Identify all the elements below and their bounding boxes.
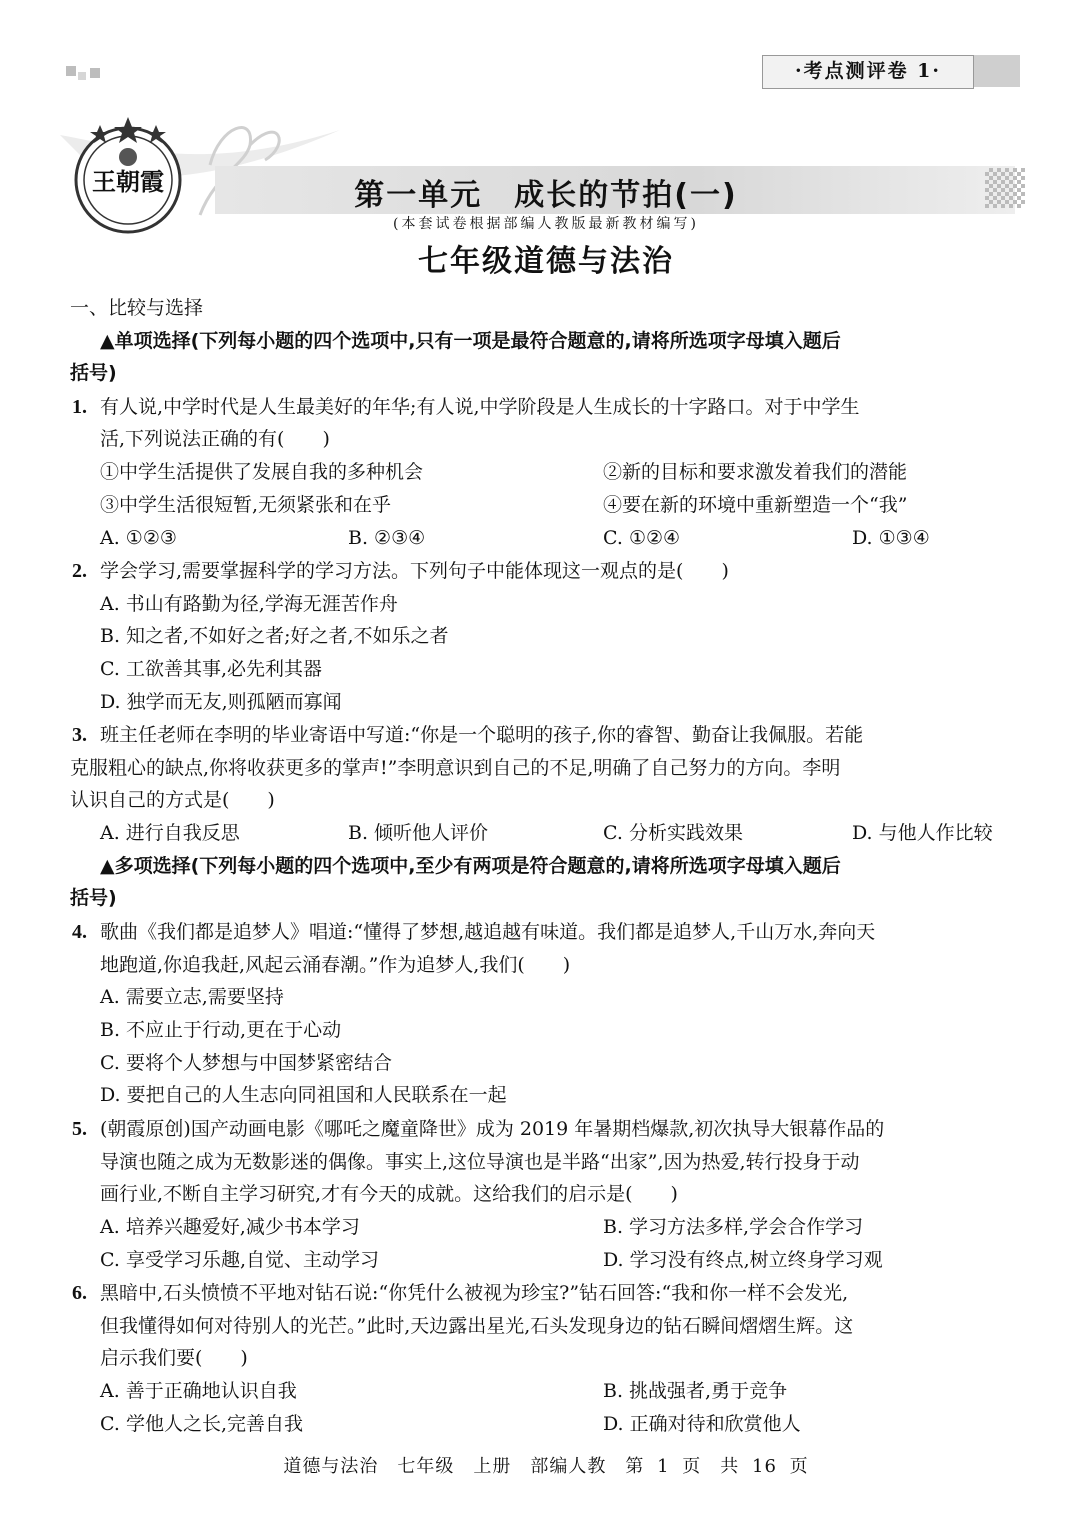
subject-title: 七年级道德与法治 (418, 244, 674, 279)
option-b: B. 倾听他人评价 (348, 822, 489, 844)
statement-4: ④要在新的环境中重新塑造一个“我” (603, 494, 908, 516)
question-stem: 班主任老师在李明的毕业寄语中写道:“你是一个聪明的孩子,你的睿智、勤奋让我佩服。若能 (100, 724, 864, 746)
single-choice-intro: ▲单项选择(下列每小题的四个选项中,只有一项是最符合题意的,请将所选项字母填入题后 (100, 330, 841, 352)
question-stem: 启示我们要( ) (100, 1347, 248, 1369)
option-d: D. ①③④ (852, 527, 930, 549)
multiple-choice-intro: ▲多项选择(下列每小题的四个选项中,至少有两项是符合题意的,请将所选项字母填入题后 (100, 855, 841, 877)
corner-decoration (66, 66, 76, 76)
option-d: D. 正确对待和欣赏他人 (603, 1413, 801, 1435)
question-stem: (朝霞原创)国产动画电影《哪吒之魔童降世》成为 2019 年暑期档爆款,初次执导大银幕作品的 (100, 1118, 885, 1140)
question-number: 1. (72, 396, 87, 418)
paper-tag-label: ·考点测评卷 1· (762, 55, 974, 89)
logo-text: 王朝霞 (92, 167, 164, 196)
corner-decoration (90, 68, 100, 78)
question-stem: 认识自己的方式是( ) (70, 789, 275, 811)
option-c: C. 分析实践效果 (603, 822, 743, 844)
option-d: D. 要把自己的人生志向同祖国和人民联系在一起 (100, 1084, 507, 1106)
option-a: A. 善于正确地认识自我 (100, 1380, 297, 1402)
question-stem: 黑暗中,石头愤愤不平地对钻石说:“你凭什么被视为珍宝?”钻石回答:“我和你一样不会发光, (100, 1282, 849, 1304)
option-c: C. 工欲善其事,必先利其器 (100, 658, 322, 680)
section-heading: 一、比较与选择 (70, 297, 204, 319)
page-footer: 道德与法治 七年级 上册 部编人教 第 1 页 共 16 页 (283, 1456, 809, 1477)
option-b: B. 知之者,不如好之者;好之者,不如乐之者 (100, 625, 449, 647)
question-number: 5. (72, 1118, 87, 1140)
option-a: A. 进行自我反思 (100, 822, 240, 844)
single-choice-intro-cont: 括号) (70, 362, 117, 384)
option-c: C. 学他人之长,完善自我 (100, 1413, 303, 1435)
statement-3: ③中学生活很短暂,无须紧张和在乎 (100, 494, 392, 516)
option-a: A. 需要立志,需要坚持 (100, 986, 284, 1008)
question-number: 4. (72, 921, 87, 943)
option-b: B. 不应止于行动,更在于心动 (100, 1019, 342, 1041)
question-number: 2. (72, 560, 87, 582)
option-d: D. 与他人作比较 (852, 822, 993, 844)
option-a: A. 书山有路勤为径,学海无涯苦作舟 (100, 593, 398, 615)
statement-2: ②新的目标和要求激发着我们的潜能 (603, 461, 908, 483)
question-number: 3. (72, 724, 87, 746)
option-d: D. 学习没有终点,树立终身学习观 (603, 1249, 883, 1271)
question-stem: 画行业,不断自主学习研究,才有今天的成就。这给我们的启示是( ) (100, 1183, 678, 1205)
unit-title: 第一单元 成长的节拍(一) (354, 178, 738, 213)
option-b: B. ②③④ (348, 527, 426, 549)
edition-note: (本套试卷根据部编人教版最新教材编写) (393, 216, 699, 232)
paper-tag (762, 55, 1020, 87)
option-c: C. ①②④ (603, 527, 681, 549)
question-stem: 克服粗心的缺点,你将收获更多的掌声!”李明意识到自己的不足,明确了自己努力的方向。李明 (70, 757, 841, 779)
option-a: A. ①②③ (100, 527, 177, 549)
option-a: A. 培养兴趣爱好,减少书本学习 (100, 1216, 360, 1238)
option-d: D. 独学而无友,则孤陋而寡闻 (100, 691, 342, 713)
option-c: C. 要将个人梦想与中国梦紧密结合 (100, 1052, 392, 1074)
statement-1: ①中学生活提供了发展自我的多种机会 (100, 461, 424, 483)
question-stem: 歌曲《我们都是追梦人》唱道:“懂得了梦想,越追越有味道。我们都是追梦人,千山万水,奔向天 (100, 921, 876, 943)
question-stem: 有人说,中学时代是人生最美好的年华;有人说,中学阶段是人生成长的十字路口。对于中学生 (100, 396, 860, 418)
option-b: B. 挑战强者,勇于竞争 (603, 1380, 788, 1402)
question-stem: 导演也随之成为无数影迷的偶像。事实上,这位导演也是半路“出家”,因为热爱,转行投身于动 (100, 1151, 860, 1173)
multiple-choice-intro-cont: 括号) (70, 887, 117, 909)
question-number: 6. (72, 1282, 87, 1304)
paper-tag-bar (974, 55, 1020, 87)
option-b: B. 学习方法多样,学会合作学习 (603, 1216, 864, 1238)
question-stem: 学会学习,需要掌握科学的学习方法。下列句子中能体现这一观点的是( ) (100, 560, 729, 582)
question-stem: 地跑道,你追我赶,风起云涌春潮。”作为追梦人,我们( ) (100, 954, 571, 976)
question-stem: 但我懂得如何对待别人的光芒。”此时,天边露出星光,石头发现身边的钻石瞬间熠熠生辉。这 (100, 1315, 854, 1337)
question-stem: 活,下列说法正确的有( ) (100, 428, 330, 450)
corner-decoration (78, 72, 86, 80)
option-c: C. 享受学习乐趣,自觉、主动学习 (100, 1249, 379, 1271)
